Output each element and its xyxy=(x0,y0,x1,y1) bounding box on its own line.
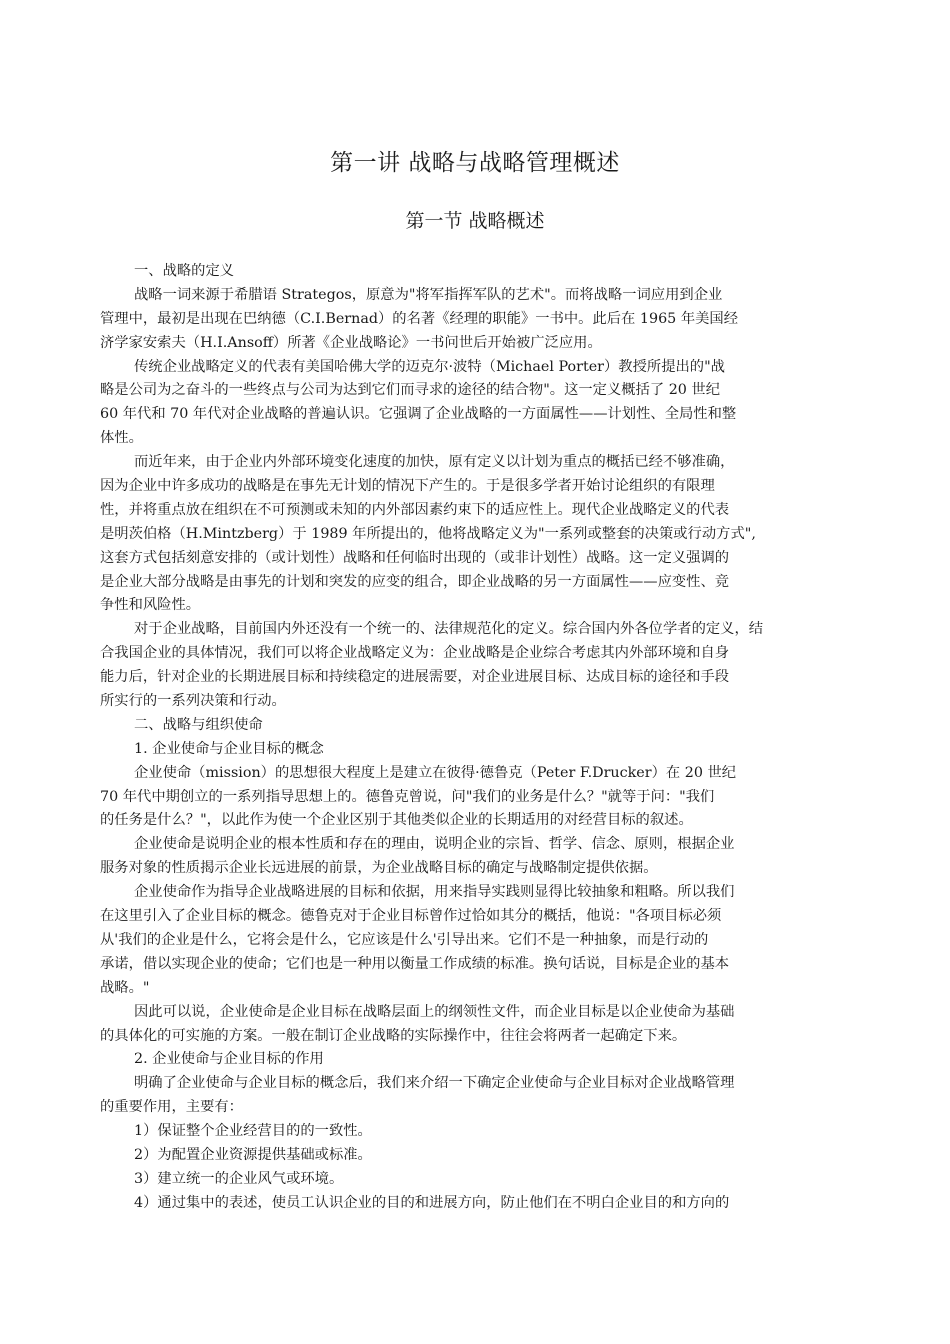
text-line: 因为企业中许多成功的战略是在事先无计划的情况下产生的。于是很多学者开始讨论组织的有限理 xyxy=(100,478,715,495)
text-line: 4）通过集中的表述，使员工认识企业的目的和进展方向，防止他们在不明白企业目的和方向的 xyxy=(134,1194,730,1211)
text-line: 承诺，借以实现企业的使命；它们也是一种用以衡量工作成绩的标准。换句话说，目标是企业的基本 xyxy=(100,955,730,972)
text-line: 2. 企业使命与企业目标的作用 xyxy=(134,1051,324,1068)
text-line: 1）保证整个企业经营目的的一致性。 xyxy=(134,1123,372,1140)
text-line: 战略一词来源于希腊语 Strategos，原意为"将军指挥军队的艺术"。而将战略一词应用到企业 xyxy=(134,286,723,303)
text-line: 企业使命是说明企业的根本性质和存在的理由，说明企业的宗旨、哲学、信念、原则，根据企业 xyxy=(134,836,735,853)
text-line: 争性和风险性。 xyxy=(100,597,201,614)
text-line: 的任务是什么？"，以此作为使一个企业区别于其他类似企业的长期适用的对经营目标的叙述。 xyxy=(100,812,693,829)
text-line: 服务对象的性质揭示企业长远进展的前景，为企业战略目标的确定与战略制定提供依据。 xyxy=(100,860,658,877)
text-line: 从'我们的企业是什么，它将会是什么，它应该是什么'引导出来。它们不是一种抽象，而是行动的 xyxy=(100,931,709,948)
text-line: 这套方式包括刻意安排的（或计划性）战略和任何临时出现的（或非计划性）战略。这一定义强调的 xyxy=(100,549,730,566)
text-line: 战略。" xyxy=(100,979,150,996)
text-line: 所实行的一系列决策和行动。 xyxy=(100,693,286,710)
text-line: 1. 企业使命与企业目标的概念 xyxy=(134,740,324,757)
text-line: 略是公司为之奋斗的一些终点与公司为达到它们而寻求的途径的结合物"。这一定义概括了 20 世纪 xyxy=(100,382,721,399)
text-line: 传统企业战略定义的代表有美国哈佛大学的迈克尔·波特（Michael Porter）教授所提出的"战 xyxy=(134,358,725,375)
text-line: 在这里引入了企业目标的概念。德鲁克对于企业目标曾作过恰如其分的概括，他说："各项目标必须 xyxy=(100,908,722,925)
text-line: 3）建立统一的企业风气或环境。 xyxy=(134,1170,344,1187)
text-line: 60 年代和 70 年代对企业战略的普遍认识。它强调了企业战略的一方面属性——计划性、全局性和整 xyxy=(100,406,737,423)
text-line: 明确了企业使命与企业目标的概念后，我们来介绍一下确定企业使命与企业目标对企业战略管理 xyxy=(134,1075,735,1092)
text-line: 二、战略与组织使命 xyxy=(134,716,263,733)
document-body xyxy=(100,260,840,1216)
text-line: 性，并将重点放在组织在不可预测或未知的内外部因素约束下的适应性上。现代企业战略定义的代表 xyxy=(100,501,730,518)
text-line: 70 年代中期创立的一系列指导思想上的。德鲁克曾说，问"我们的业务是什么？"就等于问："我们 xyxy=(100,788,715,805)
text-line: 企业使命作为指导企业战略进展的目标和依据，用来指导实践则显得比较抽象和粗略。所以我们 xyxy=(134,884,735,901)
text-line: 的重要作用，主要有： xyxy=(100,1099,243,1116)
text-line: 管理中，最初是出现在巴纳德（C.I.Bernad）的名著《经理的职能》一书中。此后在 1965 年美国经 xyxy=(100,310,739,327)
text-line: 而近年来，由于企业内外部环境变化速度的加快，原有定义以计划为重点的概括已经不够准确， xyxy=(134,454,735,471)
text-line: 是企业大部分战略是由事先的计划和突发的应变的组合，即企业战略的另一方面属性——应变性、竞 xyxy=(100,573,730,590)
text-line: 合我国企业的具体情况，我们可以将企业战略定义为：企业战略是企业综合考虑其内外部环境和自身 xyxy=(100,645,730,662)
text-line: 济学家安索夫（H.I.Ansoff）所著《企业战略论》一书问世后开始被广泛应用。 xyxy=(100,334,602,351)
text-line: 体性。 xyxy=(100,430,143,447)
text-line: 因此可以说，企业使命是企业目标在战略层面上的纲领性文件，而企业目标是以企业使命为基础 xyxy=(134,1003,735,1020)
text-line: 能力后，针对企业的长期进展目标和持续稳定的进展需要，对企业进展目标、达成目标的途径和手段 xyxy=(100,669,730,686)
text-line: 的具体化的可实施的方案。一般在制订企业战略的实际操作中，往往会将两者一起确定下来。 xyxy=(100,1027,687,1044)
text-line: 2）为配置企业资源提供基础或标准。 xyxy=(134,1146,372,1163)
page-title: 第一讲 战略与战略管理概述 xyxy=(330,150,620,176)
section-title: 第一节 战略概述 xyxy=(405,210,545,232)
text-line: 一、战略的定义 xyxy=(134,263,235,279)
text-line: 企业使命（mission）的思想很大程度上是建立在彼得·德鲁克（Peter F.Drucker）在 20 世纪 xyxy=(134,764,737,781)
text-line: 是明茨伯格（H.Mintzberg）于 1989 年所提出的，他将战略定义为"一系列或整套的决策或行动方式", xyxy=(100,525,756,542)
text-line: 对于企业战略，目前国内外还没有一个统一的、法律规范化的定义。综合国内外各位学者的定义，结 xyxy=(134,621,764,638)
